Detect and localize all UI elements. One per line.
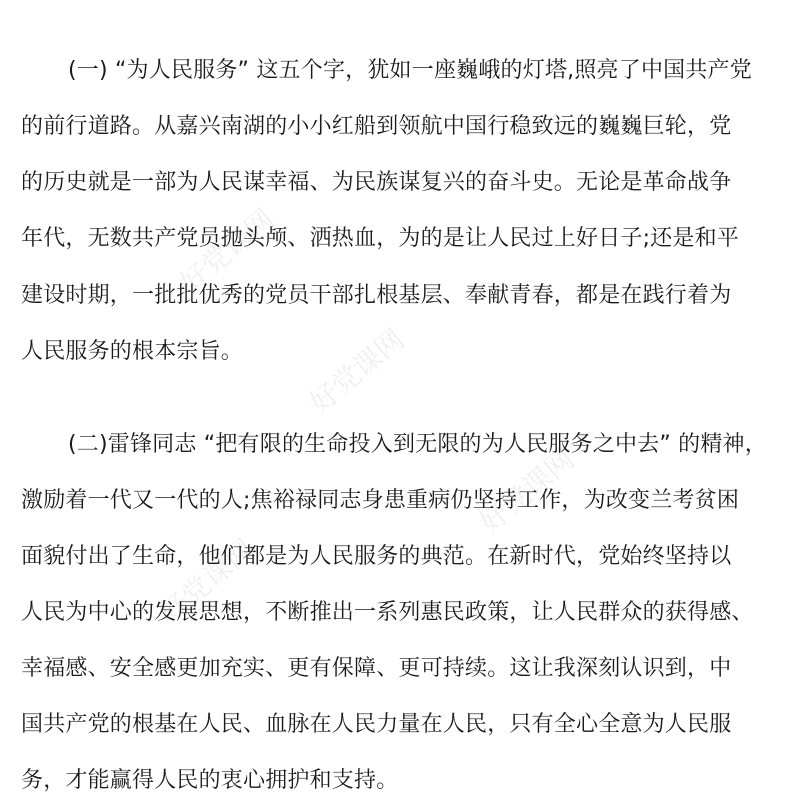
paragraph-1-line-6: 人民服务的根本宗旨。 (21, 339, 244, 364)
paragraph-1-line-3: 的历史就是一部为人民谋幸福、为民族谋复兴的奋斗史。无论是革命战争 (21, 170, 732, 195)
paragraph-2-line-7: 务，才能赢得人民的衷心拥护和支持。 (21, 768, 399, 793)
paragraph-1-line-4: 年代，无数共产党员抛头颅、洒热血，为的是让人民过上好日子;还是和平 (21, 226, 740, 251)
paragraph-2-line-5: 幸福感、安全感更加充实、更有保障、更可持续。这让我深刻认识到，中 (21, 656, 732, 681)
watermark: 好党课网 (153, 532, 261, 630)
watermark: 好党课网 (173, 202, 281, 300)
paragraph-2-line-1: (二)雷锋同志 “把有限的生命投入到无限的为人民服务之中去” 的精神， (68, 432, 767, 457)
paragraph-1-line-1: (一) “为人民服务” 这五个字，犹如一座巍峨的灯塔,照亮了中国共产党 (68, 58, 752, 83)
watermark: 好党课网 (303, 322, 411, 420)
watermark: 好党课网 (473, 442, 581, 540)
paragraph-2-line-6: 国共产党的根基在人民、血脉在人民力量在人民，只有全心全意为人民服 (21, 712, 732, 737)
paragraph-1-line-2: 的前行道路。从嘉兴南湖的小小红船到领航中国行稳致远的巍巍巨轮，党 (21, 114, 732, 139)
paragraph-1-line-5: 建设时期，一批批优秀的党员干部扎根基层、奉献青春，都是在践行着为 (21, 283, 732, 308)
paragraph-2-line-4: 人民为中心的发展思想，不断推出一系列惠民政策，让人民群众的获得感、 (21, 600, 754, 625)
paragraph-2-line-3: 面貌付出了生命，他们都是为人民服务的典范。在新时代，党始终坚持以 (21, 544, 732, 569)
paragraph-2-line-2: 激励着一代又一代的人;焦裕禄同志身患重病仍坚持工作，为改变兰考贫困 (21, 488, 740, 513)
